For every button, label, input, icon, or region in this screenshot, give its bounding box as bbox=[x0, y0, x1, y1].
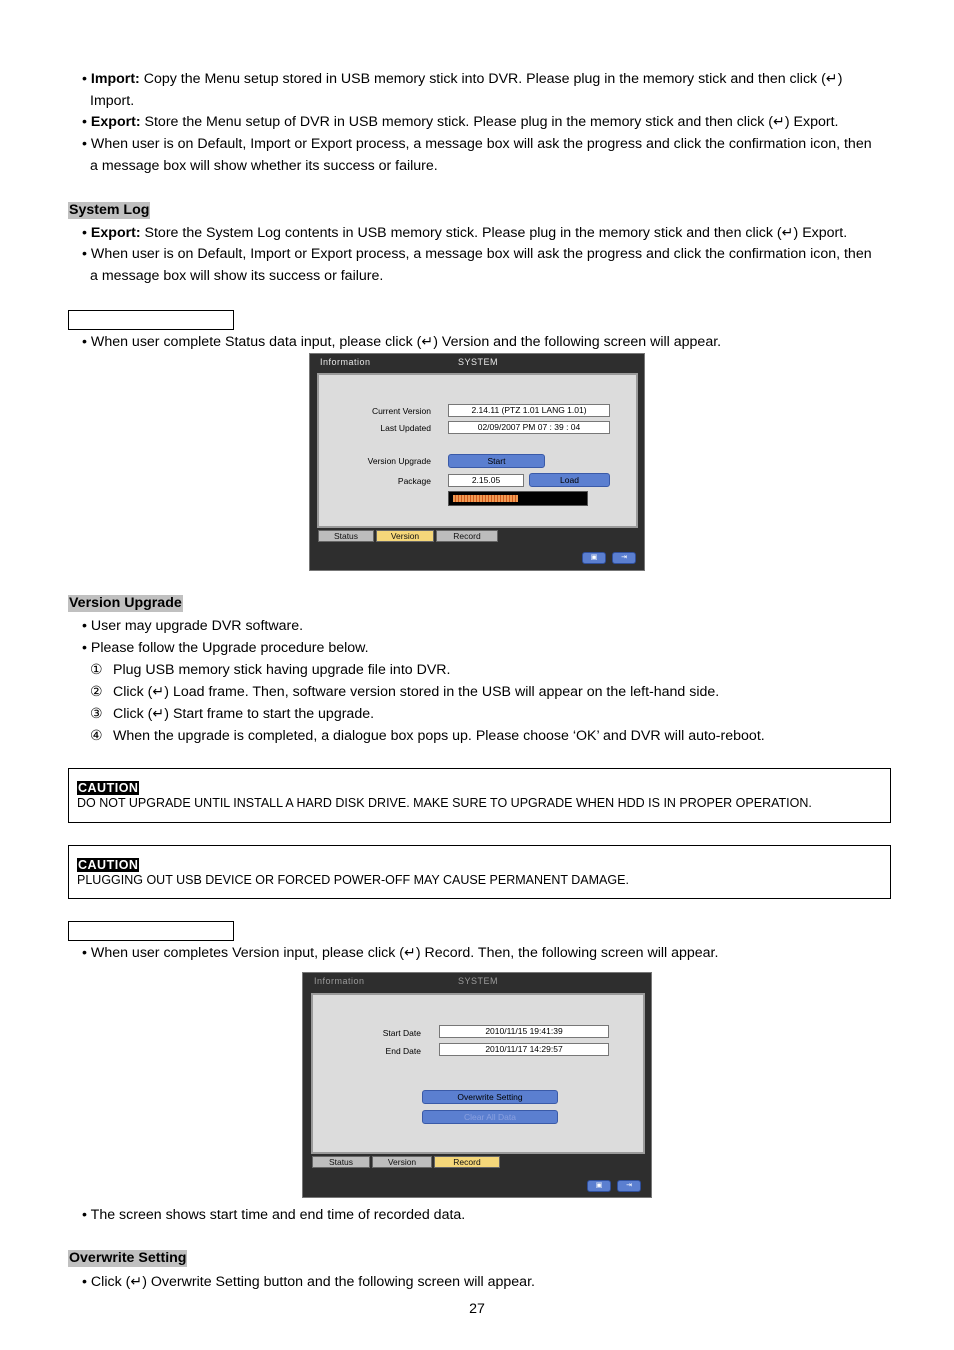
package-label: Package bbox=[397, 476, 431, 486]
current-version-field: 2.14.11 (PTZ 1.01 LANG 1.01) bbox=[448, 404, 610, 417]
start-date-field: 2010/11/15 19:41:39 bbox=[439, 1025, 609, 1038]
bullet-default-process: • When user is on Default, Import or Export process, a message box will ask the progress and click the confirmation icon, then bbox=[82, 136, 872, 152]
bullet-record-intro: • When user completes Version input, please click (↵) Record. Then, the following screen will appear. bbox=[82, 945, 719, 961]
heading-overwrite-setting: Overwrite Setting bbox=[69, 1250, 187, 1266]
save-icon[interactable]: ▣ bbox=[582, 552, 606, 564]
last-updated-label: Last Updated bbox=[380, 423, 431, 433]
current-version-label: Current Version bbox=[371, 406, 431, 416]
overwrite-setting-button[interactable]: Overwrite Setting bbox=[422, 1090, 558, 1104]
upgrade-step-4: ④ When the upgrade is completed, a dialogue box pops up. Please choose ‘OK’ and DVR will auto-reboot. bbox=[90, 728, 765, 744]
start-date-label: Start Date bbox=[382, 1028, 421, 1038]
load-button[interactable]: Load bbox=[529, 473, 610, 487]
tab-record[interactable]: Record bbox=[434, 1156, 500, 1168]
upgrade-progress-bar bbox=[448, 491, 588, 506]
screen-title-system: SYSTEM bbox=[458, 976, 499, 986]
last-updated-field: 02/09/2007 PM 07 : 39 : 04 bbox=[448, 421, 610, 434]
caution-text: PLUGGING OUT USB DEVICE OR FORCED POWER-OFF MAY CAUSE PERMANENT DAMAGE. bbox=[77, 873, 629, 887]
bullet-import-cont: Import. bbox=[90, 93, 135, 109]
record-screen bbox=[302, 972, 652, 1198]
start-button[interactable]: Start bbox=[448, 454, 545, 468]
screen-title-information: Information bbox=[314, 976, 365, 986]
upgrade-progress-fill bbox=[453, 495, 518, 502]
version-upgrade-label: Version Upgrade bbox=[367, 456, 431, 466]
caution-box-usb bbox=[68, 845, 891, 899]
version-screen bbox=[309, 353, 645, 571]
caution-text: DO NOT UPGRADE UNTIL INSTALL A HARD DISK DRIVE. MAKE SURE TO UPGRADE WHEN HDD IS IN PROPER OPERATION. bbox=[77, 796, 812, 810]
bullet-upgrade-1: • User may upgrade DVR software. bbox=[82, 618, 304, 634]
bullet-syslog-default: • When user is on Default, Import or Export process, a message box will ask the progress and click the confirmation icon, then bbox=[82, 246, 872, 262]
end-date-field: 2010/11/17 14:29:57 bbox=[439, 1043, 609, 1056]
bullet-syslog-export: • Export: Store the System Log contents in USB memory stick. Please plug in the memory stick and then click (↵) Export. bbox=[82, 225, 848, 241]
tab-record[interactable]: Record bbox=[436, 530, 498, 542]
upgrade-progress-label: 50% bbox=[523, 493, 538, 500]
screen-title-system: SYSTEM bbox=[458, 357, 499, 367]
version-panel bbox=[317, 373, 638, 528]
exit-icon[interactable]: ⇥ bbox=[612, 552, 636, 564]
exit-icon[interactable]: ⇥ bbox=[617, 1180, 641, 1192]
record-panel bbox=[311, 993, 645, 1154]
page-number: 27 bbox=[469, 1301, 485, 1317]
section-title-box bbox=[68, 310, 234, 330]
tab-version[interactable]: Version bbox=[372, 1156, 432, 1168]
heading-version-upgrade: Version Upgrade bbox=[69, 595, 182, 611]
caution-badge: CAUTION bbox=[78, 781, 139, 795]
caution-badge: CAUTION bbox=[78, 858, 139, 872]
end-date-label: End Date bbox=[385, 1046, 421, 1056]
upgrade-step-1: ① Plug USB memory stick having upgrade file into DVR. bbox=[90, 662, 451, 678]
bullet-record-note: • The screen shows start time and end time of recorded data. bbox=[82, 1207, 466, 1223]
tab-version[interactable]: Version bbox=[376, 530, 434, 542]
clear-all-data-button[interactable]: Clear All Data bbox=[422, 1110, 558, 1124]
tab-status[interactable]: Status bbox=[312, 1156, 370, 1168]
save-icon[interactable]: ▣ bbox=[587, 1180, 611, 1192]
bullet-overwrite: • Click (↵) Overwrite Setting button and the following screen will appear. bbox=[82, 1274, 535, 1290]
bullet-export: • Export: Store the Menu setup of DVR in USB memory stick. Please plug in the memory stick and then click (↵) Export. bbox=[82, 114, 839, 130]
bullet-version-intro: • When user complete Status data input, please click (↵) Version and the following screen will appear. bbox=[82, 334, 722, 350]
bullet-syslog-default-cont: a message box will show its success or failure. bbox=[90, 268, 384, 284]
heading-system-log: System Log bbox=[69, 202, 150, 218]
bullet-default-process-cont: a message box will show whether its success or failure. bbox=[90, 158, 438, 174]
bullet-upgrade-2: • Please follow the Upgrade procedure below. bbox=[82, 640, 369, 656]
section-title-box bbox=[68, 921, 234, 941]
bullet-import: • Import: Copy the Menu setup stored in USB memory stick into DVR. Please plug in the memory stick and then click (↵) bbox=[82, 71, 843, 87]
package-field: 2.15.05 bbox=[448, 474, 524, 487]
tab-status[interactable]: Status bbox=[318, 530, 374, 542]
upgrade-step-3: ③ Click (↵) Start frame to start the upgrade. bbox=[90, 706, 375, 722]
upgrade-step-2: ② Click (↵) Load frame. Then, software version stored in the USB will appear on the left-hand side. bbox=[90, 684, 720, 700]
screen-title-information: Information bbox=[320, 357, 371, 367]
caution-box-hdd bbox=[68, 768, 891, 823]
